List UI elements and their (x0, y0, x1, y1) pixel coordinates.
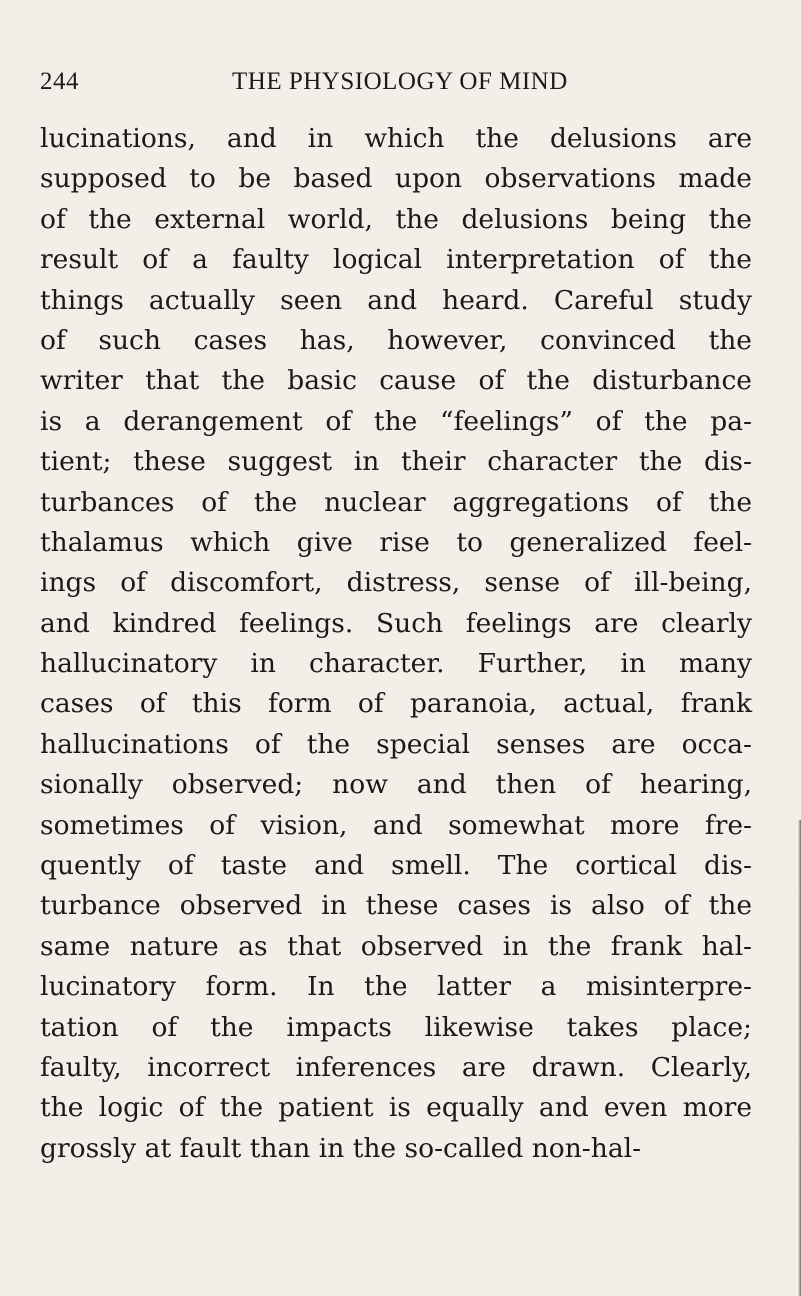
text-line: tation of the impacts likewise takes place; (40, 1011, 752, 1043)
text-line: result of a faulty logical interpretation of the (40, 244, 752, 276)
page-number: 244 (40, 68, 79, 95)
body-text (40, 119, 752, 1169)
text-line: supposed to be based upon observations made (40, 163, 752, 195)
text-line: and kindred feelings. Such feelings are clearly (40, 607, 752, 639)
running-title: THE PHYSIOLOGY OF MIND (232, 68, 568, 95)
text-line: thalamus which give rise to generalized feel- (40, 526, 752, 558)
text-line: writer that the basic cause of the disturbance (40, 365, 752, 397)
text-line: sionally observed; now and then of hearing, (40, 769, 752, 801)
text-line: sometimes of vision, and somewhat more fre- (40, 809, 752, 841)
text-line: hallucinatory in character. Further, in many (40, 648, 752, 680)
text-line: of such cases has, however, convinced the (40, 324, 752, 356)
text-line: hallucinations of the special senses are occa- (40, 728, 752, 760)
text-line: the logic of the patient is equally and even more (40, 1092, 752, 1124)
text-line: things actually seen and heard. Careful study (40, 284, 752, 316)
running-header (40, 68, 740, 108)
text-line: lucinations, and in which the delusions are (40, 123, 752, 154)
text-line: lucinatory form. In the latter a misinterpre- (40, 971, 752, 1003)
text-line: turbances of the nuclear aggregations of the (40, 486, 752, 518)
text-line: quently of taste and smell. The cortical dis- (40, 850, 752, 882)
text-line: cases of this form of paranoia, actual, frank (40, 688, 752, 720)
text-line: ings of discomfort, distress, sense of ill-being, (40, 567, 752, 599)
text-line: is a derangement of the “feelings” of the pa- (40, 405, 752, 437)
text-line: faulty, incorrect inferences are drawn. Clearly, (40, 1051, 752, 1083)
text-line: tient; these suggest in their character the dis- (40, 446, 752, 478)
text-line: same nature as that observed in the frank hal- (40, 930, 752, 962)
text-line: of the external world, the delusions being the (40, 203, 752, 235)
text-line: turbance observed in these cases is also of the (40, 890, 752, 922)
text-line: grossly at fault than in the so-called non-hal- (40, 1132, 642, 1164)
